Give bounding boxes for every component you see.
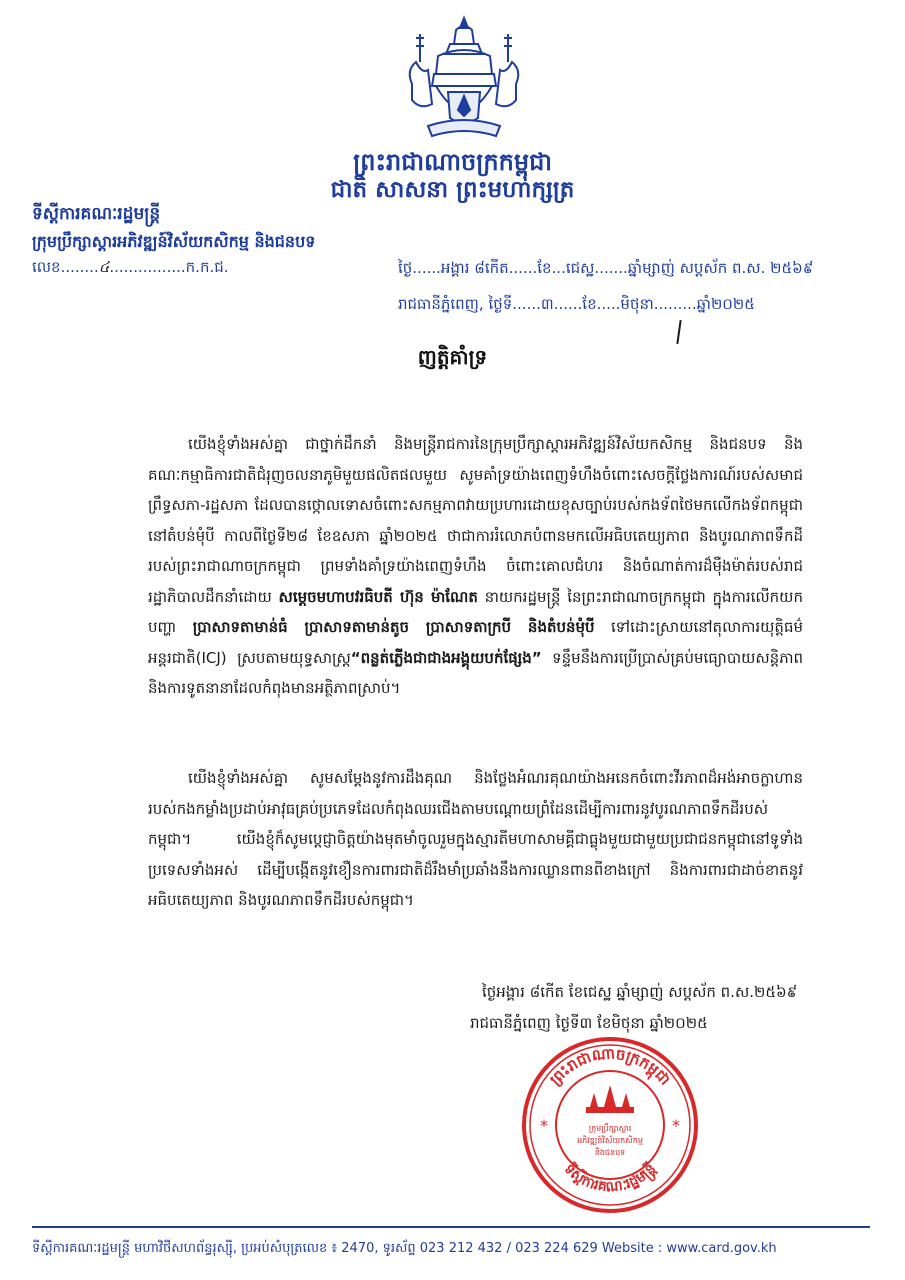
svg-text:អភិវឌ្ឍន៍វិស័យកសិកម្ម: អភិវឌ្ឍន៍វិស័យកសិកម្ម <box>577 1136 643 1145</box>
svg-text:*: * <box>672 1116 680 1135</box>
svg-text:ព្រះរាជាណាចក្រកម្ពុជា: ព្រះរាជាណាចក្រកម្ពុជា <box>546 1044 675 1089</box>
footer-contact: ទីស្តីការគណៈរដ្ឋមន្ត្រី មហាវិថីសហព័ន្ធរុស្ស៊ី, ប្រអប់សំបុត្រលេខ ៖ 2470, ទូរស័ព្ទ 023 212 432 / 023 224 629 Website : www.card.gov.kh <box>32 1241 777 1256</box>
ref-label: លេខ <box>32 258 61 276</box>
council-name: ក្រុមប្រឹក្សាស្តារអភិវឌ្ឍន៍វិស័យកសិកម្ម និងជនបទ <box>32 232 316 251</box>
closing-solar-date: រាជធានីភ្នំពេញ ថ្ងៃទី៣ ខែមិថុនា ឆ្នាំ២០២៥ <box>470 1014 708 1032</box>
svg-text:ទីស្តីការគណៈរដ្ឋមន្ត្រី: ទីស្តីការគណៈរដ្ឋមន្ត្រី <box>560 1160 660 1196</box>
p1-text-b: នាយករដ្ឋមន្ត្រី នៃព្រះរាជាណាចក្រកម្ពុជា ក្នុងការលើកយកបញ្ហា <box>148 587 803 636</box>
p1-text-c: ទៅដោះស្រាយនៅតុលាការយុត្តិធម៌អន្តរជាតិ(ICJ) ស្របតាមយុទ្ធសាស្ត្រ <box>148 618 803 667</box>
solar-date-line: រាជធានីភ្នំពេញ, ថ្ងៃទី......៣......ខែ.....មិថុនា.........ឆ្នាំ២០២៥ <box>398 295 755 313</box>
kingdom-title: ព្រះរាជាណាចក្រកម្ពុជា <box>353 148 552 176</box>
ref-suffix: ក.ក.ជ. <box>185 258 229 276</box>
national-motto: ជាតិ សាសនា ព្រះមហាក្សត្រ <box>330 177 575 203</box>
svg-text:និងជនបទ: និងជនបទ <box>594 1148 626 1157</box>
official-seal <box>520 1035 700 1215</box>
temples-list: ប្រាសាទតាមាន់ធំ ប្រាសាទតាមាន់តូច ប្រាសាទតាក្របី និងតំបន់មុំបី <box>192 618 595 636</box>
reference-number: លេខ........៤................ក.ក.ជ. <box>32 258 229 276</box>
body-paragraph-2: យើងខ្ញុំទាំងអស់គ្នា សូមសម្តែងនូវការដឹងគុណ និងថ្លែងអំណរគុណយ៉ាងអនេកចំពោះវីរភាពដ៏អង់អាចក្លាហានរបស់កងកម្លាំងប្រដាប់អាវុធគ្រប់ប្រភេទដែលកំពុងឈរជើងតាមបណ្តោយព្រំដែនដើម្បីការពារនូវបូរណភាពទឹកដីរបស់កម្ពុជា។ យើងខ្ញុំក៏សូមប្តេជ្ញាចិត្តយ៉ាងមុតមាំចូលរួមក្នុងស្មារតីមហាសាមគ្គីជាធ្លុងមួយជាមួយប្រជាជនកម្ពុជានៅទូទាំងប្រទេសទាំងអស់ ដើម្បីបង្កើតនូវខឿនការពារជាតិដ៏រឹងមាំប្រឆាំងនឹងការឈ្លានពានពីខាងក្រៅ និងការពារជាដាច់ខាតនូវអធិបតេយ្យភាព និងបូរណភាពទឹកដីរបស់កម្ពុជា។ <box>148 769 803 909</box>
royal-emblem-icon <box>398 14 530 142</box>
handwritten-mark <box>676 320 681 344</box>
svg-text:*: * <box>540 1116 548 1135</box>
body-paragraph-1 <box>148 429 803 704</box>
p1-text-d: ទន្ទឹមនឹងការប្រើប្រាស់គ្រប់មធ្យោបាយសន្តិភាព និងការទូតនានាដែលកំពុងមានអត្ថិភាពស្រាប់។ <box>148 648 803 697</box>
ref-value: ៤ <box>98 258 110 276</box>
svg-text:ក្រុមប្រឹក្សាស្តារ: ក្រុមប្រឹក្សាស្តារ <box>588 1124 632 1133</box>
strategy-quote: “ពន្លត់ភ្លើងជាជាងអង្គុយបក់ផ្សែង” <box>350 648 542 667</box>
document-title: ញត្តិគាំទ្រ <box>417 345 488 369</box>
office-name: ទីស្តីការគណៈរដ្ឋមន្ត្រី <box>32 204 161 224</box>
prime-minister-name: សម្តេចមហាបវរធិបតី ហ៊ុន ម៉ាណែត <box>278 587 478 606</box>
p1-text-a: យើងខ្ញុំទាំងអស់គ្នា ជាថ្នាក់ដឹកនាំ និងមន្ត្រីរាជការនៃក្រុមប្រឹក្សាស្តារអភិវឌ្ឍន៍វិស័យកសិកម្ម និងជនបទ និងគណៈកម្មាធិការជាតិជំរុញចលនាភូមិមួយផលិតផលមួយ សូមគាំទ្រយ៉ាងពេញទំហឹងចំពោះសេចក្តីថ្លែងការណ៍របស់សមាជព្រឹទ្ធសភា-រដ្ឋសភា ដែលបានថ្កោលទោសចំពោះសកម្មភាពវាយប្រហារដោយខុសច្បាប់របស់កងទ័ពថៃមកលើកងទ័ពកម្ពុជា នៅតំបន់មុំបី កាលពីថ្ងៃទី២៨ ខែឧសភា ឆ្នាំ២០២៥ ថាជាការរំលោភបំពានមកលើអធិបតេយ្យភាព និងបូរណភាពទឹកដីរបស់ព្រះរាជាណាចក្រកម្ពុជា ព្រមទាំងគាំទ្រយ៉ាងពេញទំហឹង ចំពោះគោលជំហរ និងចំណាត់ការដ៏មុឺងម៉ាត់របស់រាជរដ្ឋាភិបាលដឹកនាំដោយ <box>148 435 803 606</box>
closing-lunar-date: ថ្ងៃអង្គារ ៨កើត ខែជេស្ឋ ឆ្នាំម្សាញ់ សប្តស័ក ព.ស.២៥៦៩ <box>482 983 798 1001</box>
lunar-date-line: ថ្ងៃ......អង្គារ ៨កើត......ខែ...ជេស្ឋ.......ឆ្នាំម្សាញ់ សប្តស័ក ព.ស. ២៥៦៩ <box>398 259 814 277</box>
footer-divider <box>32 1226 870 1228</box>
